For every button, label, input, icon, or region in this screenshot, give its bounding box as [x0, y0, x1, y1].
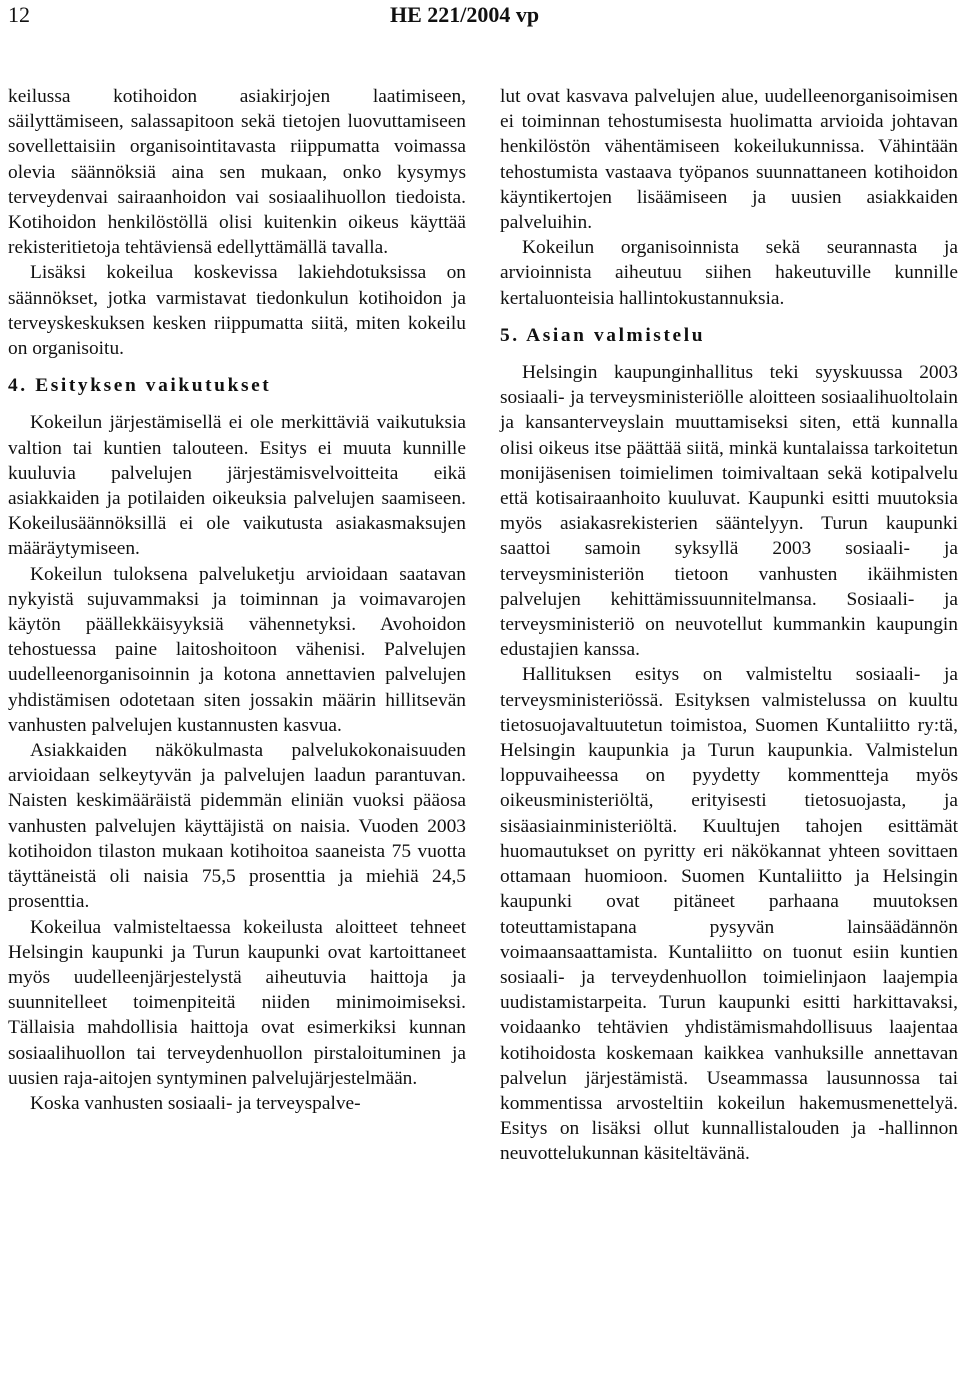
paragraph: Kokeilun organisoinnista sekä seurannasta ja arvioinnista aiheutuu siihen hakeutuville kunnille kertaluonteisia hallintokustannuksia.: [500, 237, 958, 309]
page-header: [0, 0, 960, 40]
paragraph: Kokeilun järjestämisellä ei ole merkittäviä vaikutuksia valtion tai kuntien talouteen. Esitys ei muuta kunnille kuuluvia palvelujen järjestämisvelvoitteita eikä asiakkaiden ja potilaiden oikeuksia palvelujen saamiseen. Kokeilusäännöksillä ei ole vaikutusta asiakasmaksujen määräytymiseen.: [8, 412, 466, 560]
page-number: 12: [8, 2, 30, 27]
right-column: [500, 84, 958, 1167]
document-id: HE 221/2004 vp: [390, 2, 540, 27]
paragraph: lut ovat kasvava palvelujen alue, uudelleenorganisoimisen ei toiminnan tehostumisesta huolimatta arvioida johtavan henkilöstön vähentämiseen kokeilukunnissa. Vähintään tehostumista vastaava työpanos suunnattaneen kotihoidon käyntikertojen lisäämiseen ja uusien asiakkaiden palveluihin.: [500, 86, 958, 234]
paragraph: Kokeilua valmisteltaessa kokeilusta aloitteet tehneet Helsingin kaupunki ja Turun kaupunki ovat kartoittaneet myös uudelleenjärjestelystä aiheutuvia haittoja ja suunnitelleet toimenpiteitä niiden minimoimiseksi. Tällaisia mahdollisia haittoja ovat esimerkiksi kunnan sosiaalihuollon tai terveydenhuollon pirstaloituminen ja uusien raja-aitojen syntyminen palvelujärjestelmään.: [8, 916, 466, 1089]
section-heading: 4. Esityksen vaikutukset: [8, 375, 272, 397]
left-column: [8, 84, 466, 1116]
paragraph: keilussa kotihoidon asiakirjojen laatimiseen, säilyttämiseen, salassapitoon sekä tietojen luovuttamiseen sovellettaisiin organisointitavasta riippumatta voimassa olevia säännöksiä aina sen mukaan, onko kysymys terveydenvai sairaanhoidon vai sosiaalihuollon tiedoista. Kotihoidon henkilöstöllä olisi kuitenkin oikeus käyttää rekisteritietoja tehtäviensä edellyttämällä tavalla.: [8, 86, 466, 259]
paragraph: Lisäksi kokeilua koskevissa lakiehdotuksissa on säännökset, jotka varmistavat tiedonkulun kotihoidon ja terveyskeskuksen kesken riippumatta siitä, miten kokeilu on organisoitu.: [8, 262, 466, 360]
paragraph: Helsingin kaupunginhallitus teki syyskuussa 2003 sosiaali- ja terveysministeriölle aloitteen sosiaalihuoltolain ja kansanterveyslain muuttamiseksi siten, että kunnalla olisi oikeus itse päättää siitä, minkä kuntalaissa tarkoitetun monijäsenisen toimielimen toimivaltaan sekä kotipalvelu että kotisairaanhoito kuuluvat. Kaupunki esitti muutoksia myös asiakasrekisterien sääntelyyn. Turun kaupunki saattoi samoin syksyllä 2003 sosiaali- ja terveysministeriön tietoon vanhusten ikäihmisten palvelujen kehittämissuunnitelmansa. Sosiaali- ja terveysministeriö on neuvotellut kummankin kaupungin edustajien kanssa.: [500, 362, 958, 661]
paragraph: Asiakkaiden näkökulmasta palvelukokonaisuuden arvioidaan selkeytyvän ja palvelujen laadun parantuvan. Naisten keskimääräistä pidemmän eliniän vuoksi pääosa vanhusten palvelujen käyttäjistä on naisia. Vuoden 2003 kotihoidon tilaston mukaan kotihoitoa saaneista 75 vuotta täyttäneistä oli naisia 75,5 prosenttia ja miehiä 24,5 prosenttia.: [8, 740, 466, 913]
paragraph: Hallituksen esitys on valmisteltu sosiaali- ja terveysministeriössä. Esityksen valmistelussa on kuultu tietosuojavaltuutetun toimistoa, Suomen Kuntaliitto ry:tä, Helsingin kaupunkia ja Turun kaupunkia. Valmistelun loppuvaiheessa on pyydetty kommentteja myös oikeusministeriöltä, erityisesti tietosuojasta, ja sisäasiainministeriöltä. Kuultujen tahojen esittämät huomautukset on pyritty eri näkökannat yhteen sovittaen ottamaan huomioon. Suomen Kuntaliitto ja Helsingin kaupunki ovat pitäneet parhaana muutoksen toteuttamistapana pysyvän lainsäädännön voimaansaattamista. Kuntaliitto on tuonut esiin kuntien sosiaali- ja terveydenhuollon toimielinjaon laajempia uudistamistarpeita. Turun kaupunki esitti harkittavaksi, voidaanko tehtävien yhdistämismahdollisuus laajentaa kotihoidosta koskemaan kaikkea vanhuksille annettavan palvelun järjestämistä. Useammassa lausunnossa tai kommentissa arvosteltiin kokeilun hakemusmenettelyä. Esitys on lisäksi ollut kunnallistalouden ja -hallinnon neuvottelukunnan käsiteltävänä.: [500, 664, 958, 1165]
section-heading: 5. Asian valmistelu: [500, 324, 706, 346]
paragraph: Koska vanhusten sosiaali- ja terveyspalve-: [30, 1092, 361, 1114]
paragraph: Kokeilun tuloksena palveluketju arvioidaan saatavan nykyistä sujuvammaksi ja toiminnan ja voimavarojen käytön päällekkäisyyksiä vähennetyksi. Avohoidon tehostuessa paine laitoshoitoon vähenisi. Palvelujen uudelleenorganisoinnin ja kotona annettavien palvelujen yhdistämisen odotetaan siten jossakin määrin hillitsevän vanhusten palvelujen kustannusten kasvua.: [8, 563, 466, 736]
